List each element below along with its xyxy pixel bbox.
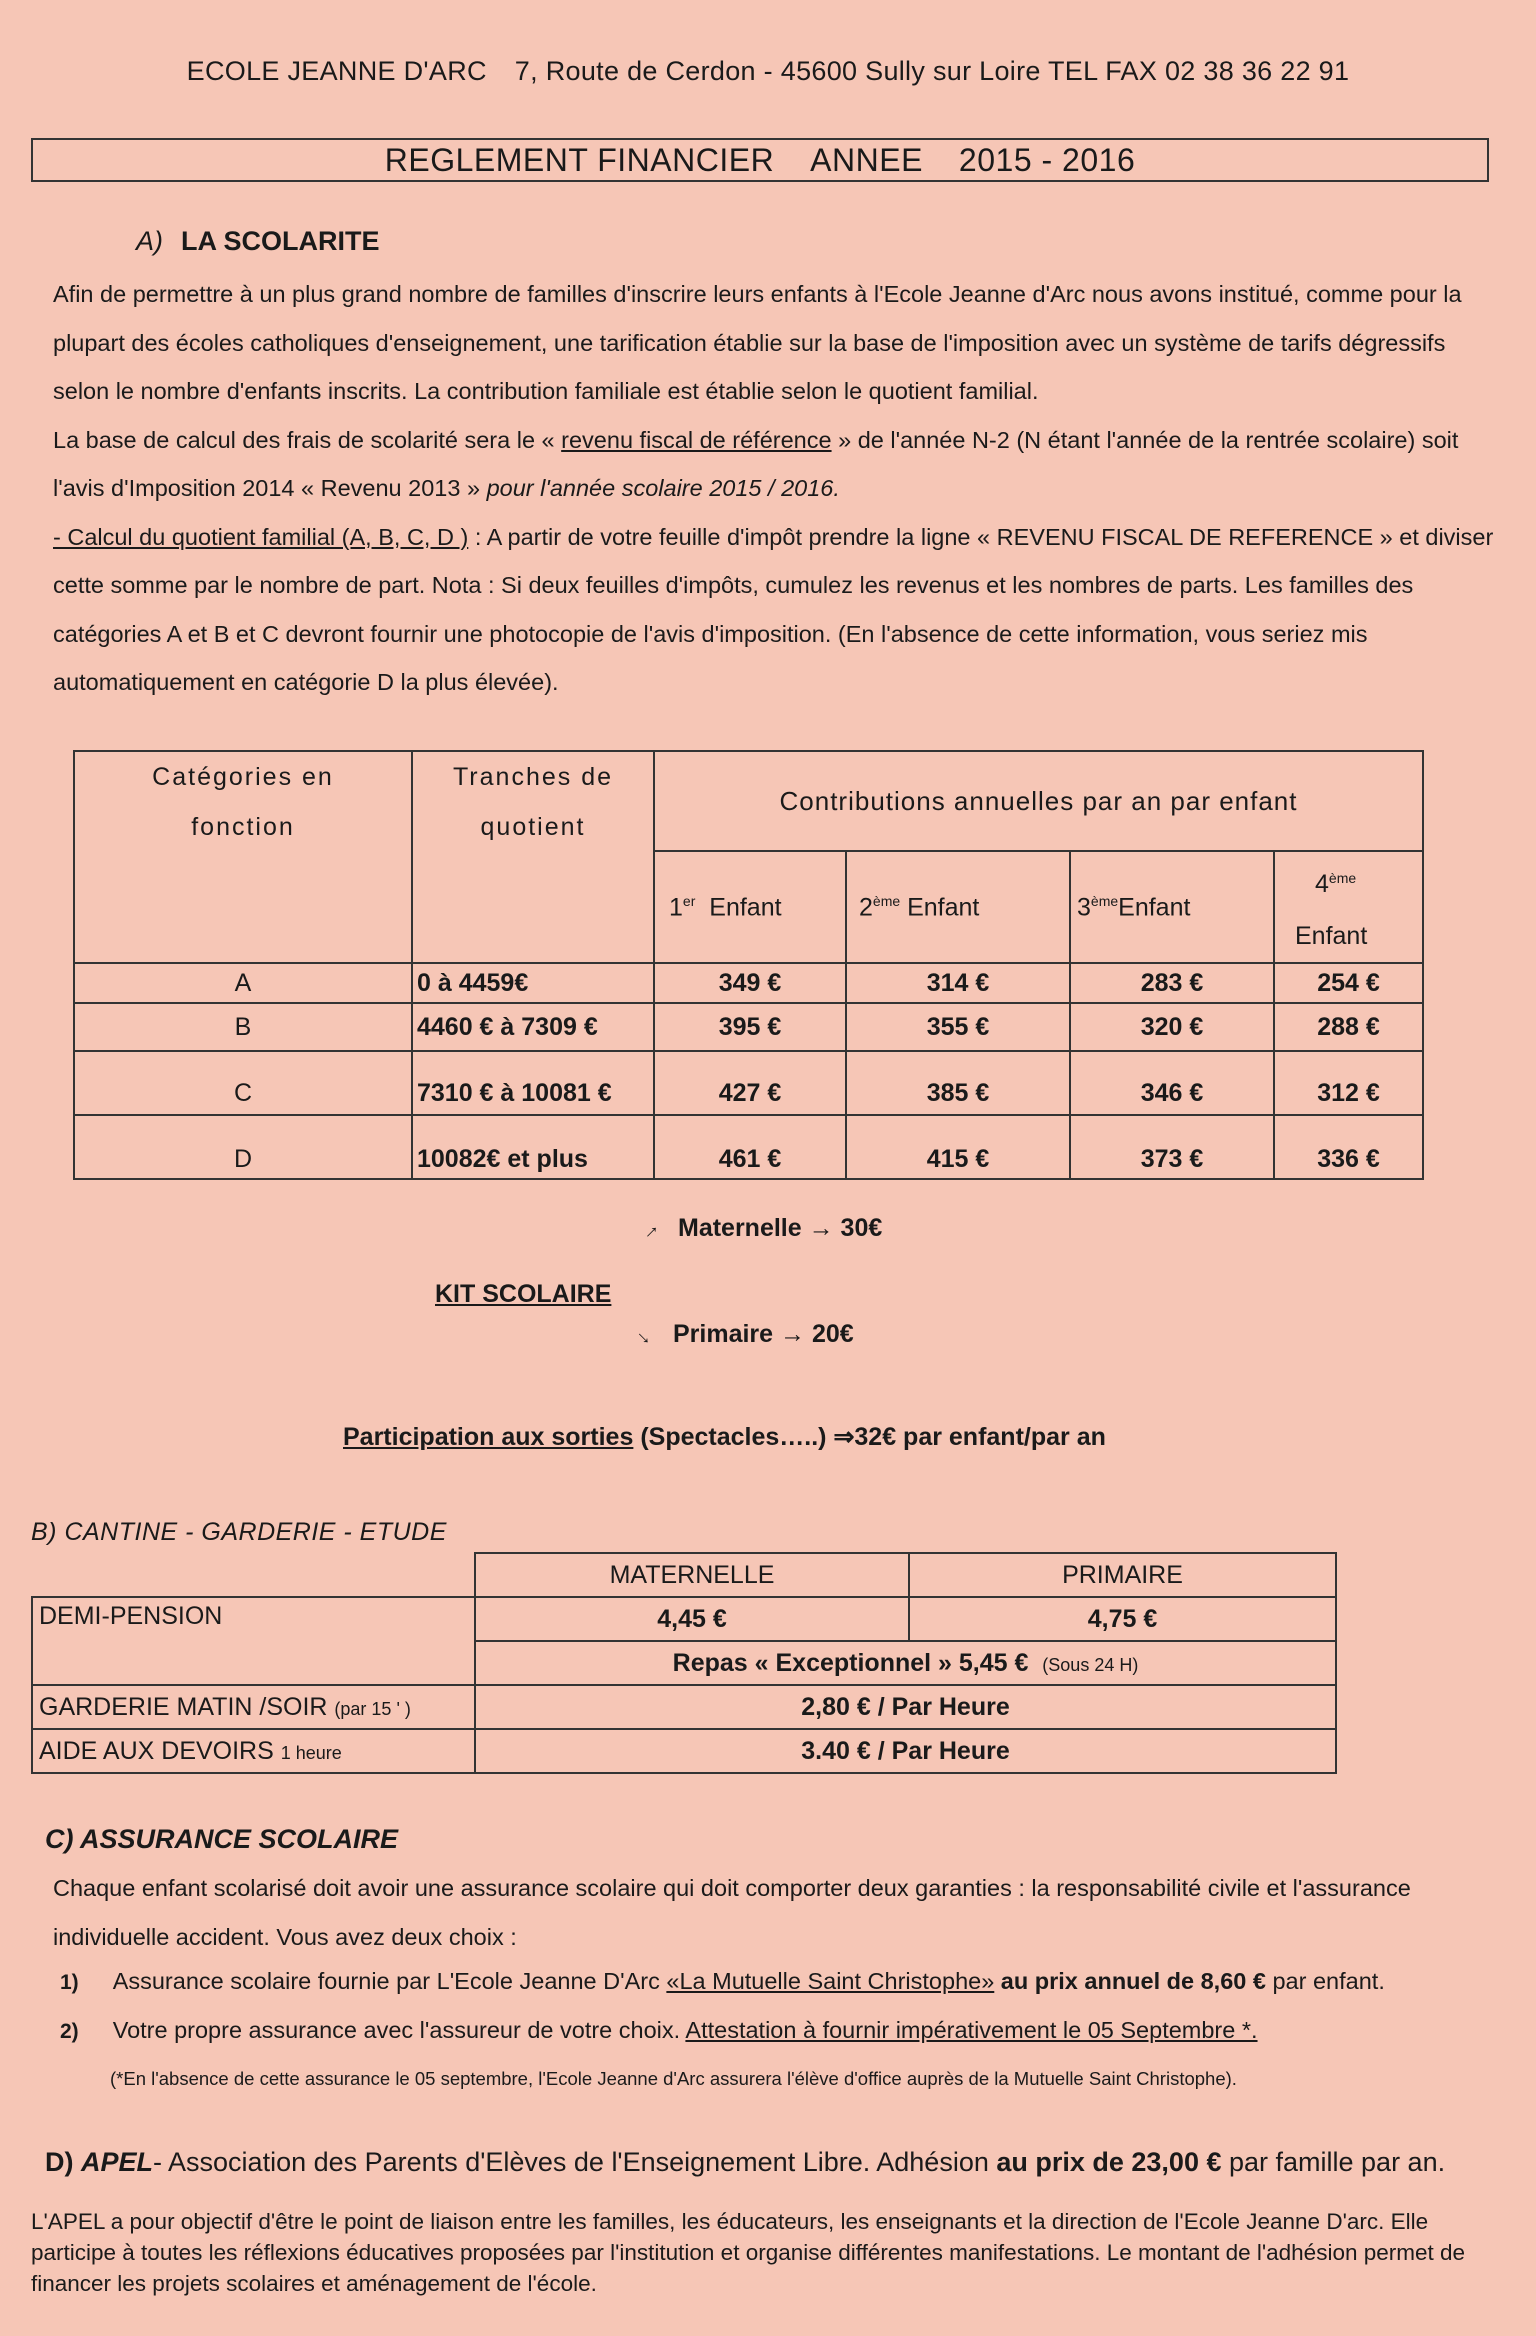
option-1-number: 1) xyxy=(60,1971,79,1994)
row-value: 385 € xyxy=(846,1051,1070,1115)
row-value: 349 € xyxy=(654,963,846,1003)
attestation-note: Attestation à fournir impérativement le 05 Septembre *. xyxy=(685,2017,1258,2043)
aide-price: 3.40 € / Par Heure xyxy=(475,1729,1336,1773)
demi-primaire-price: 4,75 € xyxy=(909,1597,1336,1641)
section-a-letter: A) xyxy=(136,226,163,256)
apel-text-end: par famille par an. xyxy=(1221,2147,1446,2177)
garderie-note: (par 15 ' ) xyxy=(334,1698,411,1719)
apel-label: APEL xyxy=(81,2147,154,2177)
section-b-title: B) CANTINE - GARDERIE - ETUDE xyxy=(31,1518,447,1546)
garderie-price: 2,80 € / Par Heure xyxy=(475,1685,1336,1729)
col-header-enfant-2: 2ème Enfant xyxy=(846,851,1070,963)
col-header-contributions: Contributions annuelles par an par enfant xyxy=(654,751,1423,851)
section-a-title xyxy=(136,226,380,257)
row-value: 355 € xyxy=(846,1003,1070,1051)
col-header-enfant-4: 4ème Enfant xyxy=(1274,851,1423,963)
row-value: 395 € xyxy=(654,1003,846,1051)
section-a-paragraph-1: Afin de permettre à un plus grand nombre de familles d'inscrire leurs enfants à l'Ecole Jeanne d'Arc nous avons institué, comme pour la plupart des écoles catholiques d'enseignement, une tarification établie sur la base de l'imposition avec un système de tarifs dégressifs selon le nombre d'enfants inscrits. La contribution familiale est établie selon le quotient familial. xyxy=(53,281,1462,404)
table-row xyxy=(74,1003,1423,1051)
row-garderie xyxy=(32,1685,475,1729)
row-value: 312 € xyxy=(1274,1051,1423,1115)
col-header-cat-line1: Catégories en xyxy=(152,763,334,791)
col-header-enfant-3: 3èmeEnfant xyxy=(1070,851,1274,963)
col-header-primaire: PRIMAIRE xyxy=(909,1553,1336,1597)
garderie-label: GARDERIE MATIN /SOIR xyxy=(39,1692,328,1721)
section-d-paragraph: L'APEL a pour objectif d'être le point de liaison entre les familles, les éducateurs, les enseignants et la direction de l'Ecole Jeanne D'arc. Elle participe à toutes les réflexions éducatives proposées par l'institution et organise différentes manifestations. Le montant de l'adhésion permet de financer les projets scolaires et aménagement de l'école. xyxy=(31,2209,1466,2296)
tarif-table xyxy=(73,750,1424,1180)
table-row xyxy=(74,1115,1423,1179)
cantine-table xyxy=(31,1552,1337,1774)
school-name: ECOLE JEANNE D'ARC xyxy=(186,56,487,86)
section-c-title: C) ASSURANCE SCOLAIRE xyxy=(45,1824,399,1854)
row-value: 314 € xyxy=(846,963,1070,1003)
aide-note: 1 heure xyxy=(280,1742,342,1763)
row-category: D xyxy=(74,1115,412,1179)
col-header-enfant-1: 1er Enfant xyxy=(654,851,846,963)
title-annee: ANNEE xyxy=(810,142,923,178)
empty-cell xyxy=(32,1553,475,1597)
row-value: 427 € xyxy=(654,1051,846,1115)
p3-text: : A partir de votre feuille d'impôt prendre la ligne « REVENU FISCAL DE REFERENCE » et diviser cette somme par le nombre de part. Nota : Si deux feuilles d'impôts, cumulez les revenus et les nombres de parts. Les familles des catégories A et B et C devront fournir une photocopie de l'avis d'imposition. (En l'absence de cette information, vous seriez mis automatiquement en catégorie D la plus élevée). xyxy=(53,523,1494,695)
row-value: 336 € xyxy=(1274,1115,1423,1179)
option-2-text: Votre propre assurance avec l'assureur de votre choix. xyxy=(112,2017,686,2043)
col-header-tranche-line2: quotient xyxy=(480,813,586,841)
p2-text-a: La base de calcul des frais de scolarité sera le « xyxy=(53,426,562,453)
kit-primaire-text: Primaire → 20€ xyxy=(673,1320,854,1348)
kit-primaire xyxy=(630,1320,854,1351)
school-header xyxy=(0,56,1536,87)
mutuelle-link: «La Mutuelle Saint Christophe» xyxy=(666,1968,995,1994)
table-row xyxy=(74,1051,1423,1115)
col-header-cat-line2: fonction xyxy=(191,813,295,841)
col-header-categories xyxy=(74,751,412,963)
arrow-down-icon: → xyxy=(630,1321,661,1351)
col-header-tranche-line1: Tranches de xyxy=(452,763,614,791)
repas-note: (Sous 24 H) xyxy=(1042,1654,1139,1675)
section-a-paragraph-2 xyxy=(53,416,1503,513)
section-a-heading: LA SCOLARITE xyxy=(181,226,380,256)
row-value: 373 € xyxy=(1070,1115,1274,1179)
section-a-paragraph-3 xyxy=(53,513,1503,707)
aide-label: AIDE AUX DEVOIRS xyxy=(39,1736,274,1765)
section-d-letter: D) xyxy=(45,2147,74,2177)
col-header-maternelle: MATERNELLE xyxy=(475,1553,909,1597)
revenu-fiscal-link: revenu fiscal de référence xyxy=(561,426,832,453)
quotient-calc-label: - Calcul du quotient familial (A, B, C, D ) xyxy=(53,523,469,550)
row-range: 10082€ et plus xyxy=(412,1115,654,1179)
row-value: 288 € xyxy=(1274,1003,1423,1051)
kit-scolaire-label: KIT SCOLAIRE xyxy=(435,1280,612,1308)
section-d-title xyxy=(45,2147,1525,2178)
page-title xyxy=(31,138,1489,182)
assurance-footnote: (*En l'absence de cette assurance le 05 septembre, l'Ecole Jeanne d'Arc assurera l'élève d'office auprès de la Mutuelle Saint Christophe). xyxy=(110,2068,1237,2089)
row-range: 4460 € à 7309 € xyxy=(412,1003,654,1051)
row-category: B xyxy=(74,1003,412,1051)
p2-text-b: » de l'année N-2 (N étant l'année de la rentrée scolaire) soit l'avis d'Imposition 2014 « Revenu 2013 » xyxy=(53,426,1459,501)
col-header-tranches xyxy=(412,751,654,963)
sorties-line xyxy=(343,1422,1106,1452)
option-2-number: 2) xyxy=(60,2020,79,2043)
title-main: REGLEMENT FINANCIER xyxy=(384,142,775,178)
option-1-text-end: par enfant. xyxy=(1265,1968,1385,1994)
option-1-text: Assurance scolaire fournie par L'Ecole Jeanne D'Arc xyxy=(112,1968,667,1994)
section-c-body xyxy=(53,1864,1503,1961)
row-value: 283 € xyxy=(1070,963,1274,1003)
row-value: 254 € xyxy=(1274,963,1423,1003)
apel-text: - Association des Parents d'Elèves de l'Enseignement Libre. Adhésion xyxy=(153,2147,997,2177)
option-1-price: au prix annuel de 8,60 € xyxy=(994,1968,1266,1994)
demi-maternelle-price: 4,45 € xyxy=(475,1597,909,1641)
school-address: 7, Route de Cerdon - 45600 Sully sur Loire TEL FAX 02 38 36 22 91 xyxy=(514,56,1350,86)
row-value: 320 € xyxy=(1070,1003,1274,1051)
apel-price: au prix de 23,00 € xyxy=(996,2147,1222,2177)
row-aide-devoirs xyxy=(32,1729,475,1773)
row-value: 415 € xyxy=(846,1115,1070,1179)
p2-italic: pour l'année scolaire 2015 / 2016. xyxy=(486,475,840,501)
table-row xyxy=(74,963,1423,1003)
row-value: 461 € xyxy=(654,1115,846,1179)
row-category: C xyxy=(74,1051,412,1115)
title-years: 2015 - 2016 xyxy=(958,142,1136,178)
row-range: 7310 € à 10081 € xyxy=(412,1051,654,1115)
arrow-up-icon: → xyxy=(634,1215,665,1245)
kit-maternelle-text: Maternelle → 30€ xyxy=(678,1214,883,1242)
row-category: A xyxy=(74,963,412,1003)
repas-text: Repas « Exceptionnel » 5,45 € xyxy=(672,1648,1029,1677)
assurance-option-1 xyxy=(60,1968,1510,1995)
row-value: 346 € xyxy=(1070,1051,1274,1115)
row-demi-pension: DEMI-PENSION xyxy=(32,1597,475,1685)
sorties-detail: (Spectacles…..) ⇒32€ par enfant/par an xyxy=(633,1423,1106,1451)
sorties-label: Participation aux sorties xyxy=(343,1423,634,1451)
row-range: 0 à 4459€ xyxy=(412,963,654,1003)
kit-maternelle xyxy=(634,1214,883,1245)
section-c-paragraph: Chaque enfant scolarisé doit avoir une assurance scolaire qui doit comporter deux garanties : la responsabilité civile et l'assurance individuelle accident. Vous avez deux choix : xyxy=(53,1875,1411,1950)
assurance-option-2 xyxy=(60,2017,1510,2044)
repas-exceptionnel xyxy=(475,1641,1336,1685)
section-a-body xyxy=(53,270,1503,707)
